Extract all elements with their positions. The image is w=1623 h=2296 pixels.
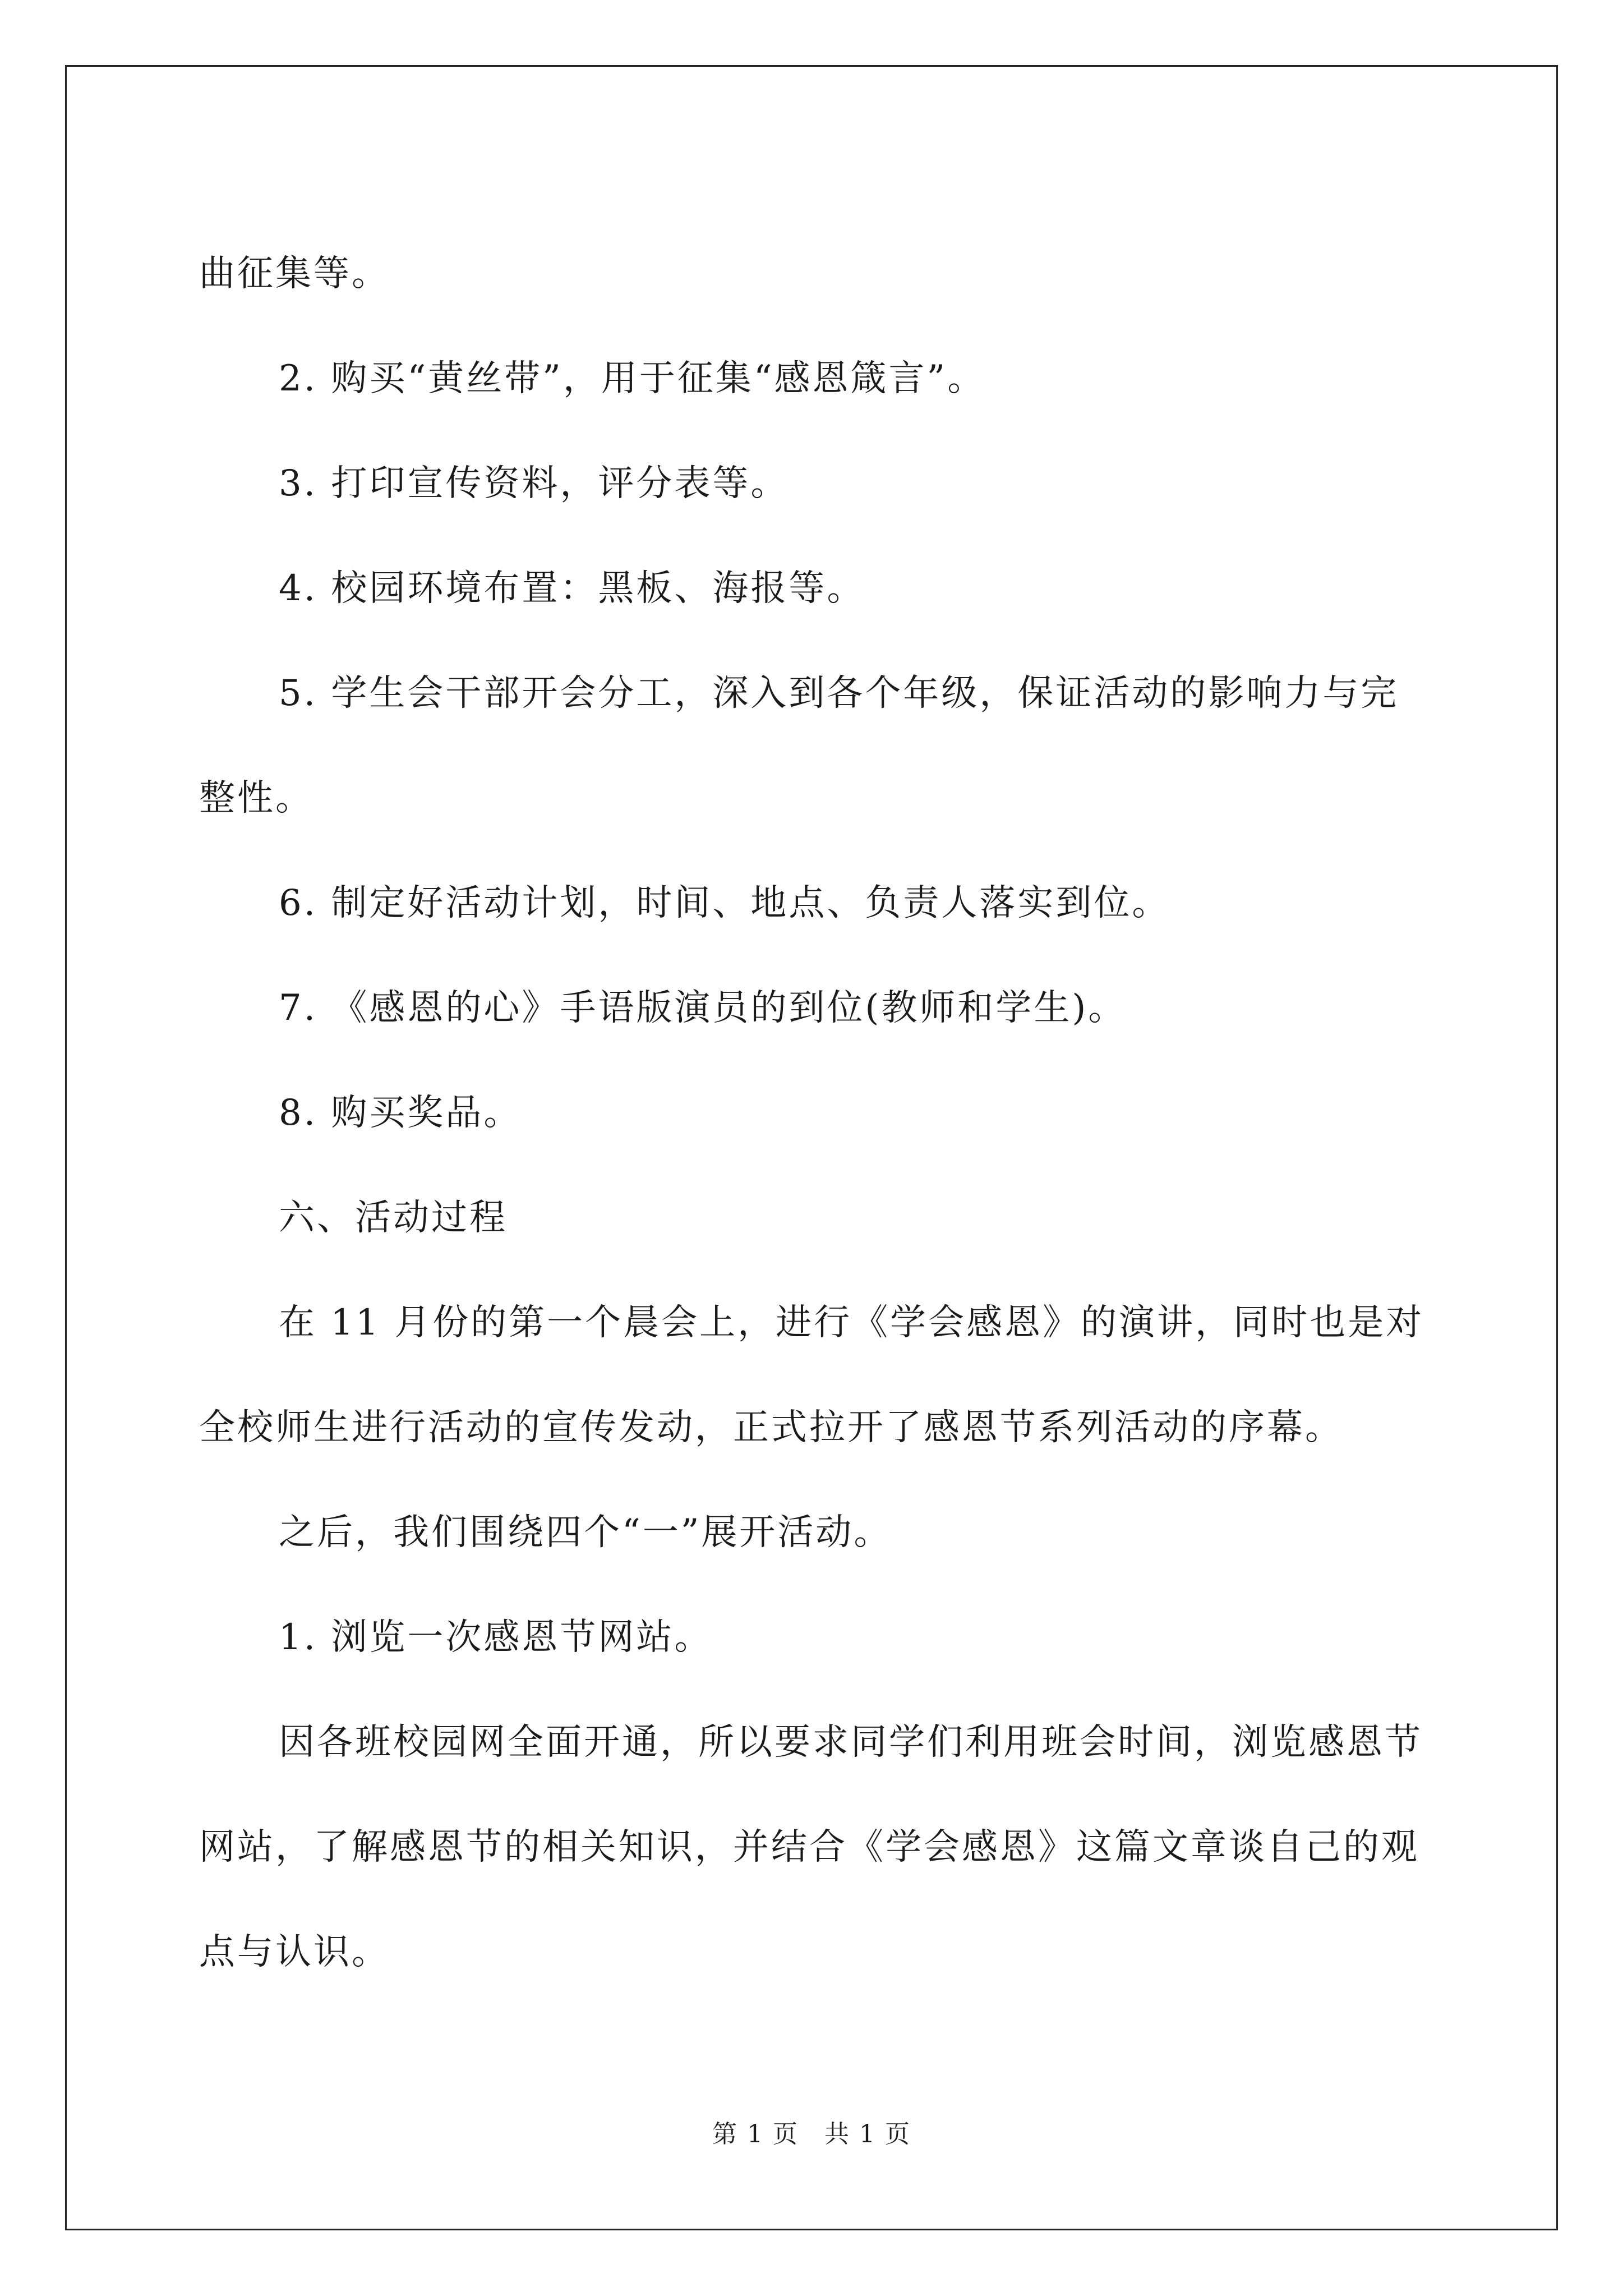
paragraph: 3. 打印宣传资料，评分表等。 <box>279 463 789 504</box>
document-body <box>199 222 1427 2005</box>
paragraph: 在 11 月份的第一个晨会上，进行《学会感恩》的演讲，同时也是对全校师生进行活动的宣传发动，正式拉开了感恩节系列活动的序幕。 <box>199 1302 1424 1448</box>
paragraph: 7. 《感恩的心》手语版演员的到位(教师和学生)。 <box>279 987 1127 1029</box>
page-footer: 第 1 页 共 1 页 <box>712 2120 911 2148</box>
paragraph: 因各班校园网全面开通，所以要求同学们利用班会时间，浏览感恩节网站，了解感恩节的相关知识，并结合《学会感恩》这篇文章谈自己的观点与认识。 <box>199 1722 1423 1973</box>
paragraph: 4. 校园环境布置：黑板、海报等。 <box>279 568 865 609</box>
paragraph: 之后，我们围绕四个“一”展开活动。 <box>279 1512 892 1553</box>
section-heading: 六、活动过程 <box>279 1197 508 1239</box>
paragraph: 6. 制定好活动计划，时间、地点、负责人落实到位。 <box>279 882 1170 924</box>
paragraph: 8. 购买奖品。 <box>279 1092 522 1134</box>
paragraph: 曲征集等。 <box>199 253 390 295</box>
paragraph: 5. 学生会干部开会分工，深入到各个年级，保证活动的影响力与完整性。 <box>199 673 1399 819</box>
paragraph: 2. 购买“黄丝带”，用于征集“感恩箴言”。 <box>279 358 986 399</box>
paragraph: 1. 浏览一次感恩节网站。 <box>279 1617 713 1658</box>
